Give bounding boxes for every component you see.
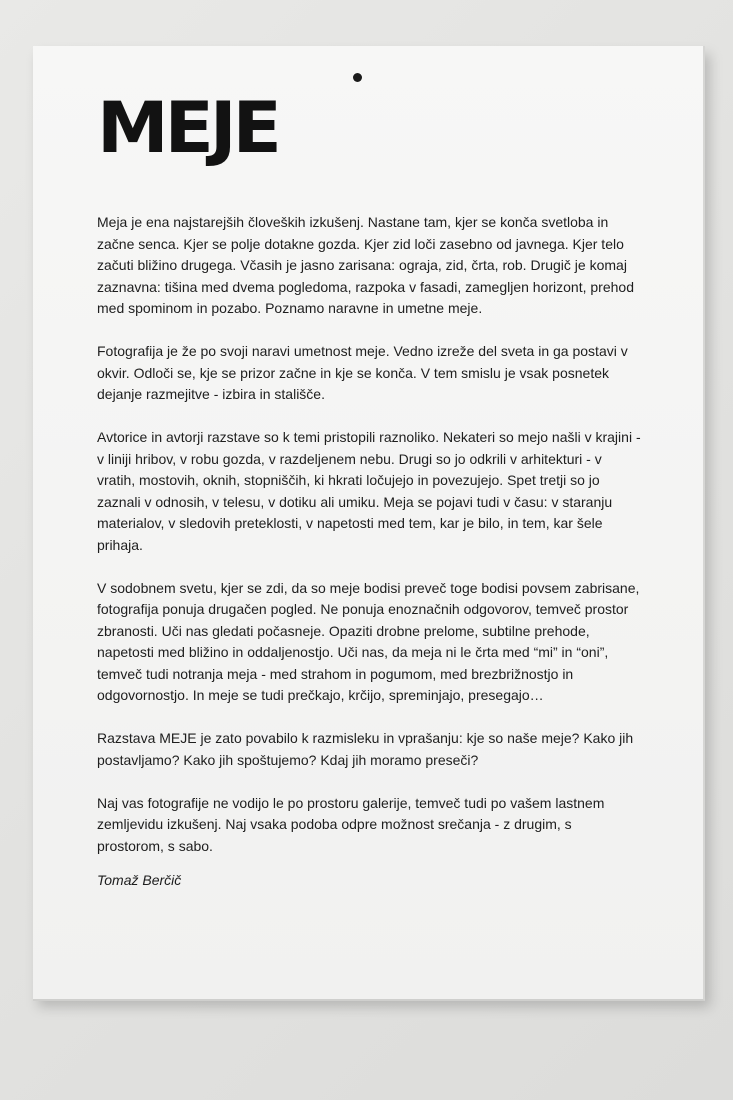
exhibition-panel: [33, 46, 705, 1001]
paragraph-1: Meja je ena najstarejših človeških izkušenj. Nastane tam, kjer se konča svetloba in začne senca. Kjer se polje dotakne gozda. Kjer zid loči zasebno od javnega. Kjer telo začuti bližino drugega. Včasih je jasno zarisana: ograja, zid, črta, rob. Drugič je komaj zaznavna: tišina med dvema pogledoma, razpoka v fasadi, zamegljen horizont, prehod med spominom in pozabo. Poznamo naravne in umetne meje.: [97, 214, 634, 316]
pin-icon: [353, 73, 362, 82]
panel-title: MEJE: [97, 86, 278, 169]
panel-body-text: [97, 212, 642, 879]
paragraph-5: Razstava MEJE je zato povabilo k razmisleku in vprašanju: kje so naše meje? Kako jih postavljamo? Kako jih spoštujemo? Kdaj jih moramo preseči?: [97, 730, 634, 768]
paragraph-6: Naj vas fotografije ne vodijo le po prostoru galerije, temveč tudi po vašem lastnem zemljevidu izkušenj. Naj vsaka podoba odpre možnost srečanja - z drugim, s prostorom, s sabo.: [97, 794, 605, 854]
paragraph-3: Avtorice in avtorji razstave so k temi pristopili raznoliko. Nekateri so mejo našli v krajini - v liniji hribov, v robu gozda, v razdeljenem nebu. Drugi so jo odkrili v arhitekturi - v vratih, mostovih, oknih, stopniščih, ki hkrati ločujejo in povezujejo. Spet tretji so jo zaznali v odnosih, v telesu, v dotiku ali umiku. Meja se pojavi tudi v času: v staranju materialov, v sledovih preteklosti, v napetosti med tem, kar je bilo, in tem, kar šele prihaja.: [97, 429, 641, 553]
paragraph-4: V sodobnem svetu, kjer se zdi, da so meje bodisi preveč toge bodisi povsem zabrisane, fotografija ponuja drugačen pogled. Ne ponuja enoznačnih odgovorov, temveč prostor zbranosti. Uči nas gledati počasneje. Opaziti drobne prelome, subtilne prehode, napetosti med bližino in oddaljenostjo. Uči nas, da meja ni le črta med “mi” in “oni”, temveč tudi notranja meja - med strahom in pogumom, med brezbrižnostjo in odgovornostjo. In meje se tudi prečkajo, krčijo, spreminjajo, presegajo…: [97, 579, 640, 703]
author-signature: Tomaž Berčič: [97, 872, 182, 888]
paragraph-2: Fotografija je že po svoji naravi umetnost meje. Vedno izreže del sveta in ga postavi v okvir. Odloči se, kje se prizor začne in kje se konča. V tem smislu je vsak posnetek dejanje razmejitve - izbira in stališče.: [97, 343, 628, 402]
